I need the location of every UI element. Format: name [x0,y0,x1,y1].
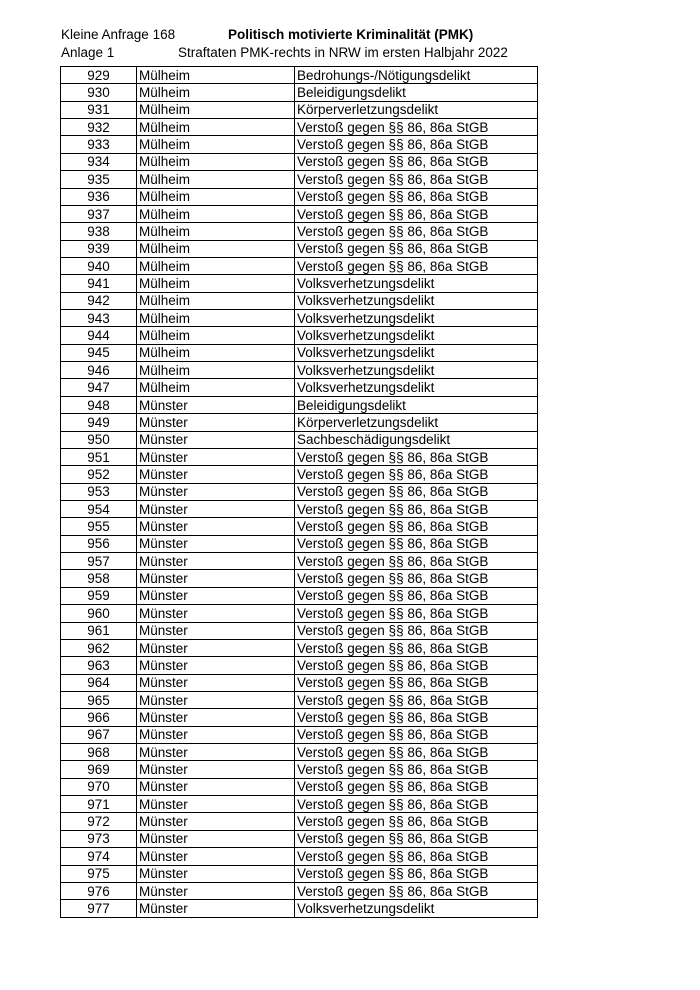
row-number-cell: 936 [61,188,137,205]
offense-type-cell: Verstoß gegen §§ 86, 86a StGB [295,136,538,153]
table-row [61,448,538,465]
offense-type-cell: Körperverletzungsdelikt [295,101,538,118]
table-row [61,726,538,743]
table-row [61,310,538,327]
city-cell: Mülheim [137,292,295,309]
offense-type-cell: Verstoß gegen §§ 86, 86a StGB [295,778,538,795]
row-number-cell: 933 [61,136,137,153]
table-row [61,882,538,899]
row-number-cell: 938 [61,223,137,240]
city-cell: Münster [137,830,295,847]
offense-type-cell: Verstoß gegen §§ 86, 86a StGB [295,691,538,708]
table-row [61,535,538,552]
row-number-cell: 968 [61,744,137,761]
row-number-cell: 958 [61,570,137,587]
city-cell: Mülheim [137,67,295,84]
table-row [61,67,538,84]
offense-type-cell: Beleidigungsdelikt [295,396,538,413]
city-cell: Mülheim [137,153,295,170]
city-cell: Mülheim [137,188,295,205]
row-number-cell: 973 [61,830,137,847]
offense-type-cell: Volksverhetzungsdelikt [295,362,538,379]
row-number-cell: 940 [61,257,137,274]
city-cell: Mülheim [137,240,295,257]
offense-type-cell: Verstoß gegen §§ 86, 86a StGB [295,188,538,205]
offense-type-cell: Verstoß gegen §§ 86, 86a StGB [295,865,538,882]
city-cell: Mülheim [137,362,295,379]
table-row [61,813,538,830]
city-cell: Münster [137,761,295,778]
city-cell: Münster [137,726,295,743]
offense-type-cell: Volksverhetzungsdelikt [295,900,538,917]
row-number-cell: 974 [61,848,137,865]
offense-type-cell: Verstoß gegen §§ 86, 86a StGB [295,153,538,170]
table-row [61,657,538,674]
table-row [61,570,538,587]
page-header [0,0,700,66]
row-number-cell: 962 [61,639,137,656]
table-row [61,119,538,136]
table-row [61,414,538,431]
row-number-cell: 937 [61,205,137,222]
city-cell: Münster [137,848,295,865]
city-cell: Münster [137,622,295,639]
table-row [61,639,538,656]
table-row [61,483,538,500]
offense-type-cell: Verstoß gegen §§ 86, 86a StGB [295,639,538,656]
table-row [61,153,538,170]
table-row [61,674,538,691]
city-cell: Münster [137,483,295,500]
row-number-cell: 941 [61,275,137,292]
table-row [61,431,538,448]
table-row [61,761,538,778]
offense-type-cell: Körperverletzungsdelikt [295,414,538,431]
offense-type-cell: Verstoß gegen §§ 86, 86a StGB [295,483,538,500]
city-cell: Münster [137,414,295,431]
table-row [61,553,538,570]
row-number-cell: 950 [61,431,137,448]
table-row [61,518,538,535]
offense-type-cell: Verstoß gegen §§ 86, 86a StGB [295,535,538,552]
offense-type-cell: Verstoß gegen §§ 86, 86a StGB [295,500,538,517]
table-row [61,188,538,205]
table-row [61,205,538,222]
row-number-cell: 969 [61,761,137,778]
row-number-cell: 932 [61,119,137,136]
row-number-cell: 972 [61,813,137,830]
row-number-cell: 970 [61,778,137,795]
offense-type-cell: Volksverhetzungsdelikt [295,379,538,396]
row-number-cell: 953 [61,483,137,500]
offense-type-cell: Verstoß gegen §§ 86, 86a StGB [295,726,538,743]
city-cell: Münster [137,518,295,535]
table-row [61,275,538,292]
annex-label: Anlage 1 [61,45,115,60]
table-row [61,709,538,726]
row-number-cell: 929 [61,67,137,84]
offense-type-cell: Beleidigungsdelikt [295,84,538,101]
city-cell: Münster [137,466,295,483]
table-row [61,396,538,413]
row-number-cell: 963 [61,657,137,674]
table-row [61,587,538,604]
offense-type-cell: Verstoß gegen §§ 86, 86a StGB [295,605,538,622]
table-row [61,223,538,240]
offense-table [60,66,538,918]
document-reference: Kleine Anfrage 168 [61,27,176,42]
city-cell: Münster [137,865,295,882]
city-cell: Münster [137,709,295,726]
row-number-cell: 934 [61,153,137,170]
offense-type-cell: Verstoß gegen §§ 86, 86a StGB [295,674,538,691]
offense-type-cell: Verstoß gegen §§ 86, 86a StGB [295,882,538,899]
table-row [61,466,538,483]
city-cell: Mülheim [137,379,295,396]
city-cell: Münster [137,605,295,622]
row-number-cell: 948 [61,396,137,413]
city-cell: Münster [137,535,295,552]
row-number-cell: 965 [61,691,137,708]
offense-type-cell: Verstoß gegen §§ 86, 86a StGB [295,171,538,188]
row-number-cell: 954 [61,500,137,517]
offense-type-cell: Verstoß gegen §§ 86, 86a StGB [295,466,538,483]
offense-type-cell: Verstoß gegen §§ 86, 86a StGB [295,830,538,847]
row-number-cell: 976 [61,882,137,899]
city-cell: Mülheim [137,136,295,153]
city-cell: Münster [137,587,295,604]
row-number-cell: 930 [61,84,137,101]
offense-type-cell: Verstoß gegen §§ 86, 86a StGB [295,553,538,570]
offense-type-cell: Verstoß gegen §§ 86, 86a StGB [295,205,538,222]
city-cell: Münster [137,744,295,761]
offense-type-cell: Verstoß gegen §§ 86, 86a StGB [295,813,538,830]
offense-type-cell: Bedrohungs-/Nötigungsdelikt [295,67,538,84]
table-row [61,344,538,361]
offense-type-cell: Volksverhetzungsdelikt [295,275,538,292]
table-row [61,327,538,344]
city-cell: Mülheim [137,257,295,274]
row-number-cell: 949 [61,414,137,431]
table-row [61,778,538,795]
offense-type-cell: Verstoß gegen §§ 86, 86a StGB [295,744,538,761]
city-cell: Münster [137,553,295,570]
city-cell: Mülheim [137,119,295,136]
offense-type-cell: Verstoß gegen §§ 86, 86a StGB [295,518,538,535]
row-number-cell: 935 [61,171,137,188]
table-row [61,136,538,153]
offense-type-cell: Volksverhetzungsdelikt [295,292,538,309]
table-row [61,900,538,917]
city-cell: Münster [137,396,295,413]
table-row [61,240,538,257]
offense-table-body [61,67,538,918]
city-cell: Mülheim [137,344,295,361]
city-cell: Münster [137,657,295,674]
city-cell: Münster [137,796,295,813]
page-subtitle: Straftaten PMK-rechts in NRW im ersten Halbjahr 2022 [178,45,508,60]
offense-type-cell: Verstoß gegen §§ 86, 86a StGB [295,119,538,136]
table-row [61,101,538,118]
city-cell: Mülheim [137,205,295,222]
row-number-cell: 977 [61,900,137,917]
row-number-cell: 971 [61,796,137,813]
city-cell: Mülheim [137,84,295,101]
city-cell: Münster [137,448,295,465]
city-cell: Münster [137,431,295,448]
city-cell: Münster [137,500,295,517]
row-number-cell: 959 [61,587,137,604]
table-row [61,865,538,882]
city-cell: Mülheim [137,101,295,118]
row-number-cell: 944 [61,327,137,344]
offense-type-cell: Verstoß gegen §§ 86, 86a StGB [295,223,538,240]
table-row [61,848,538,865]
table-row [61,257,538,274]
row-number-cell: 956 [61,535,137,552]
offense-type-cell: Volksverhetzungsdelikt [295,327,538,344]
table-row [61,500,538,517]
table-row [61,362,538,379]
offense-type-cell: Verstoß gegen §§ 86, 86a StGB [295,657,538,674]
table-row [61,84,538,101]
row-number-cell: 945 [61,344,137,361]
city-cell: Münster [137,674,295,691]
table-row [61,830,538,847]
offense-type-cell: Verstoß gegen §§ 86, 86a StGB [295,761,538,778]
table-row [61,796,538,813]
table-row [61,691,538,708]
row-number-cell: 957 [61,553,137,570]
offense-type-cell: Verstoß gegen §§ 86, 86a StGB [295,796,538,813]
table-row [61,171,538,188]
offense-type-cell: Sachbeschädigungsdelikt [295,431,538,448]
row-number-cell: 966 [61,709,137,726]
city-cell: Münster [137,639,295,656]
city-cell: Münster [137,778,295,795]
table-row [61,744,538,761]
table-row [61,292,538,309]
city-cell: Münster [137,570,295,587]
offense-type-cell: Volksverhetzungsdelikt [295,310,538,327]
city-cell: Münster [137,813,295,830]
city-cell: Münster [137,882,295,899]
city-cell: Mülheim [137,327,295,344]
row-number-cell: 943 [61,310,137,327]
row-number-cell: 951 [61,448,137,465]
table-row [61,379,538,396]
row-number-cell: 947 [61,379,137,396]
city-cell: Mülheim [137,310,295,327]
row-number-cell: 952 [61,466,137,483]
row-number-cell: 964 [61,674,137,691]
page-title: Politisch motivierte Kriminalität (PMK) [228,27,474,42]
offense-type-cell: Verstoß gegen §§ 86, 86a StGB [295,257,538,274]
offense-type-cell: Volksverhetzungsdelikt [295,344,538,361]
row-number-cell: 960 [61,605,137,622]
city-cell: Mülheim [137,171,295,188]
offense-type-cell: Verstoß gegen §§ 86, 86a StGB [295,570,538,587]
row-number-cell: 967 [61,726,137,743]
offense-type-cell: Verstoß gegen §§ 86, 86a StGB [295,622,538,639]
row-number-cell: 975 [61,865,137,882]
offense-type-cell: Verstoß gegen §§ 86, 86a StGB [295,848,538,865]
row-number-cell: 961 [61,622,137,639]
row-number-cell: 931 [61,101,137,118]
offense-type-cell: Verstoß gegen §§ 86, 86a StGB [295,709,538,726]
row-number-cell: 955 [61,518,137,535]
city-cell: Münster [137,691,295,708]
row-number-cell: 946 [61,362,137,379]
offense-type-cell: Verstoß gegen §§ 86, 86a StGB [295,448,538,465]
offense-type-cell: Verstoß gegen §§ 86, 86a StGB [295,240,538,257]
row-number-cell: 939 [61,240,137,257]
table-row [61,622,538,639]
city-cell: Münster [137,900,295,917]
row-number-cell: 942 [61,292,137,309]
table-row [61,605,538,622]
offense-type-cell: Verstoß gegen §§ 86, 86a StGB [295,587,538,604]
city-cell: Mülheim [137,275,295,292]
city-cell: Mülheim [137,223,295,240]
